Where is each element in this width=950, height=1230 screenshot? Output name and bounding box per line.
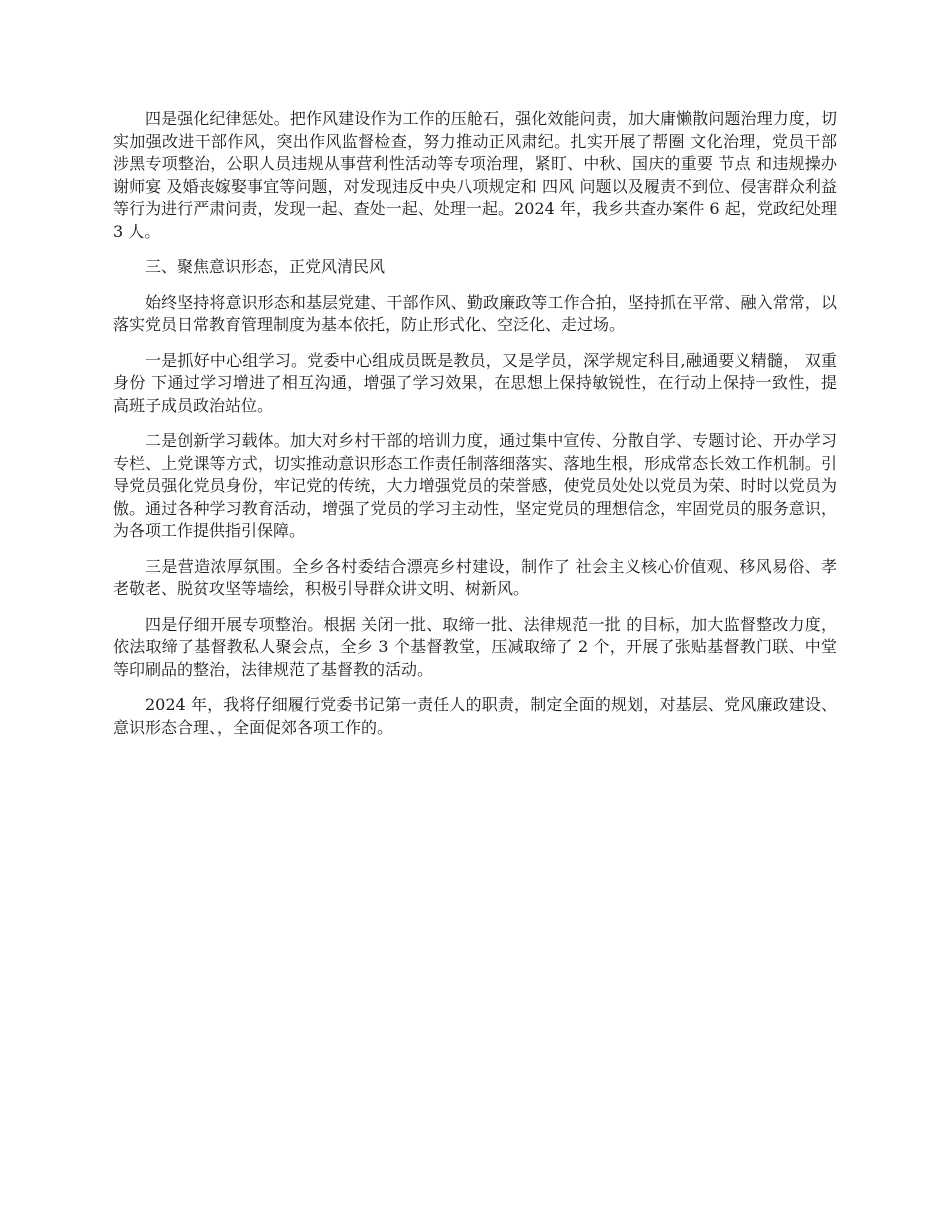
- paragraph-learning-carrier: 二是创新学习载体。加大对乡村干部的培训力度，通过集中宣传、分散自学、专题讨论、开办学习专栏、上党课等方式，切实推动意识形态工作责任制落细落实、落地生根，形成常态长效工作机制。引导党员强化党员身份，牢记党的传统，大力增强党员的荣誉感，使党员处处以党员为荣、时时以党员为傲。通过各种学习教育活动，增强了党员的学习主动性，坚定党员的理想信念，牢固党员的服务意识，为各项工作提供指引保障。: [113, 431, 837, 540]
- paragraph-special-rectification: 四是仔细开展专项整治。根据 关闭一批、取缔一批、法律规范一批 的目标，加大监督整改力度，依法取缔了基督教私人聚会点，全乡 3 个基督教堂，压减取缔了 2 个，开展了张贴基督教门联、中堂等印刷品的整治，法律规范了基督教的活动。: [113, 614, 837, 679]
- paragraph-discipline: 四是强化纪律惩处。把作风建设作为工作的压舱石，强化效能问责，加大庸懒散问题治理力度，切实加强改进干部作风，突出作风监督检查，努力推动正风肃纪。扎实开展了帮圈 文化治理，党员干部涉黑专项整治，公职人员违规从事营利性活动等专项治理，紧盯、中秋、国庆的重要 节点 和违规操办 谢师宴 及婚丧嫁娶事宜等问题，对发现违反中央八项规定和 四风 问题以及履责不到位、侵害群众利益等行为进行严肃问责，发现一起、查处一起、处理一起。2024 年，我乡共查办案件 6 起，党政纪处理 3 人。: [113, 109, 843, 241]
- paragraph-atmosphere: 三是营造浓厚氛围。全乡各村委结合漂亮乡村建设，制作了 社会主义核心价值观、移风易俗、孝老敬老、脱贫攻坚等墙绘，积极引导群众讲文明、树新风。: [113, 556, 837, 598]
- section-heading-ideology: 三、聚焦意识形态，正党风清民风: [145, 257, 386, 276]
- document-page: [113, 108, 843, 752]
- paragraph-plan-2024: 2024 年，我将仔细履行党委书记第一责任人的职责，制定全面的规划，对基层、党风廉政建设、意识形态合理、，全面促郊各项工作的。: [113, 695, 837, 737]
- paragraph-study-group: 一是抓好中心组学习。党委中心组成员既是教员，又是学员，深学规定科目,融通要义精髓， 双重身份 下通过学习增进了相互沟通，增强了学习效果，在思想上保持敏锐性，在行动上保持一致性，提高班子成员政治站位。: [113, 350, 837, 415]
- paragraph-ideology-intro: 始终坚持将意识形态和基层党建、干部作风、勤政廉政等工作合拍，坚持抓在平常、融入常常，以落实党员日常教育管理制度为基本依托，防止形式化、空泛化、走过场。: [113, 292, 837, 334]
